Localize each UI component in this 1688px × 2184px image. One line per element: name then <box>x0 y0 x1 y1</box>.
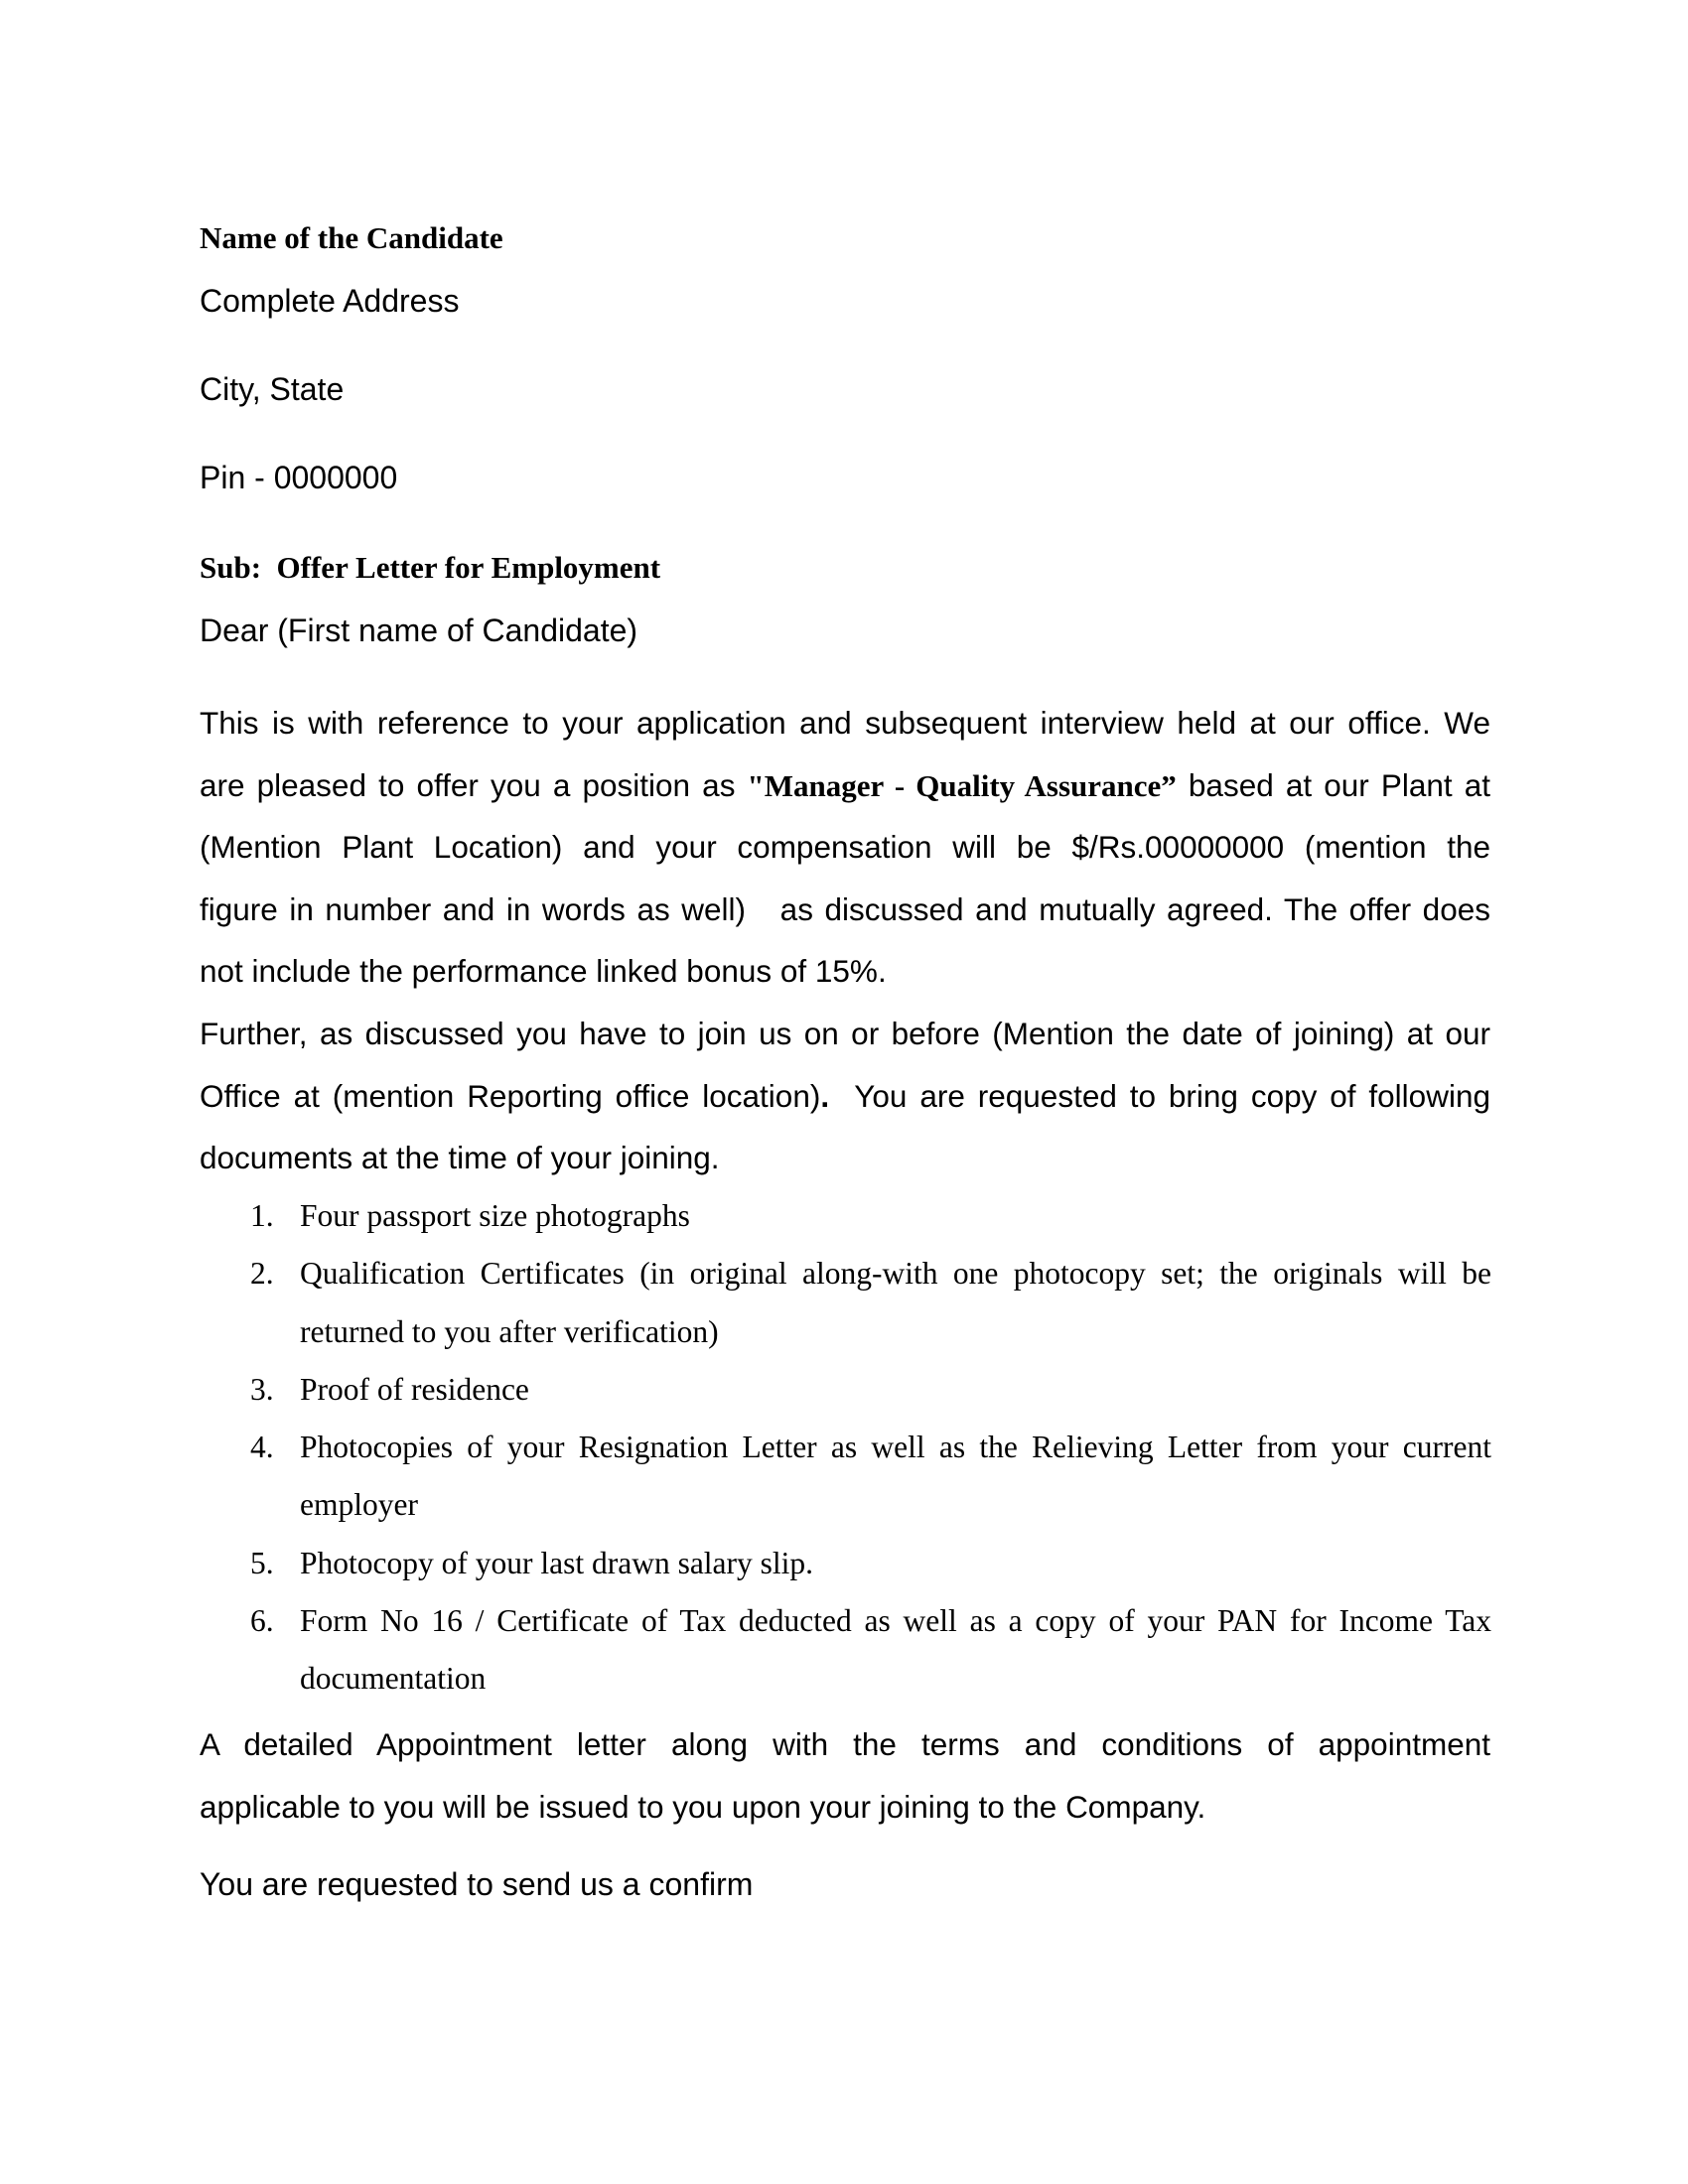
closing-line: You are requested to send us a confirm <box>200 1866 754 1902</box>
list-item <box>250 1361 1491 1419</box>
list-item-text: Photocopies of your Resignation Letter as well as the Relieving Letter from your current employer <box>300 1430 1491 1523</box>
appointment-paragraph <box>200 1713 1490 1838</box>
offer-paragraph-line-5: not include the performance linked bonus of 15%. <box>200 953 887 990</box>
list-item-text: Photocopy of your last drawn salary slip. <box>300 1545 814 1580</box>
joining-paragraph-line-3: documents at the time of your joining. <box>200 1140 720 1176</box>
documents-list <box>250 1187 1491 1708</box>
offer-text-pre: are pleased to offer you a position as <box>200 766 748 803</box>
candidate-address: Complete Address <box>200 283 460 319</box>
list-item-text: Four passport size photographs <box>300 1198 690 1233</box>
joining-paragraph-line-2 <box>200 1065 1490 1128</box>
offer-paragraph-line-3: (Mention Plant Location) and your compensation will be $/Rs.00000000 (mention the <box>200 829 1490 866</box>
list-item <box>250 1592 1491 1708</box>
list-item-number: 5. <box>250 1545 274 1580</box>
joining-text-pre: Office at (mention Reporting office location) <box>200 1077 821 1114</box>
list-item <box>250 1245 1491 1361</box>
offer-paragraph <box>200 692 1490 1003</box>
offer-paragraph-line-2 <box>200 754 1490 817</box>
candidate-city-state: City, State <box>200 371 345 407</box>
list-item-number: 2. <box>250 1256 274 1292</box>
list-item <box>250 1419 1491 1535</box>
list-item <box>250 1535 1491 1592</box>
candidate-name: Name of the Candidate <box>200 220 503 255</box>
candidate-pin: Pin - 0000000 <box>200 460 398 495</box>
salutation: Dear (First name of Candidate) <box>200 613 638 648</box>
joining-text-dot: . <box>820 1077 830 1114</box>
list-item-text: Form No 16 / Certificate of Tax deducted as well as a copy of your PAN for Income Tax documentation <box>300 1603 1491 1697</box>
list-item-number: 3. <box>250 1371 274 1407</box>
appointment-paragraph-line-1: A detailed Appointment letter along with the terms and conditions of appointment <box>200 1726 1490 1762</box>
offer-text-post: based at our Plant at <box>1176 766 1491 803</box>
list-item-text: Proof of residence <box>300 1371 529 1407</box>
offer-paragraph-line-1: This is with reference to your application and subsequent interview held at our office. We <box>200 705 1490 741</box>
joining-paragraph <box>200 1003 1490 1189</box>
list-item-text: Qualification Certificates (in original along-with one photocopy set; the originals will be returned to you after verification) <box>300 1256 1491 1349</box>
subject-line: Sub: Offer Letter for Employment <box>200 550 661 585</box>
list-item <box>250 1187 1491 1245</box>
appointment-paragraph-line-2: applicable to you will be issued to you upon your joining to the Company. <box>200 1788 1206 1825</box>
list-item-number: 4. <box>250 1430 274 1465</box>
joining-paragraph-line-1: Further, as discussed you have to join us on or before (Mention the date of joining) at our <box>200 1016 1490 1051</box>
offer-paragraph-line-4: figure in number and in words as well) as discussed and mutually agreed. The offer does <box>200 890 1490 927</box>
joining-text-post: You are requested to bring copy of following <box>829 1077 1490 1114</box>
position-title: "Manager - Quality Assurance” <box>747 767 1177 803</box>
list-item-number: 6. <box>250 1603 274 1639</box>
list-item-number: 1. <box>250 1198 274 1233</box>
